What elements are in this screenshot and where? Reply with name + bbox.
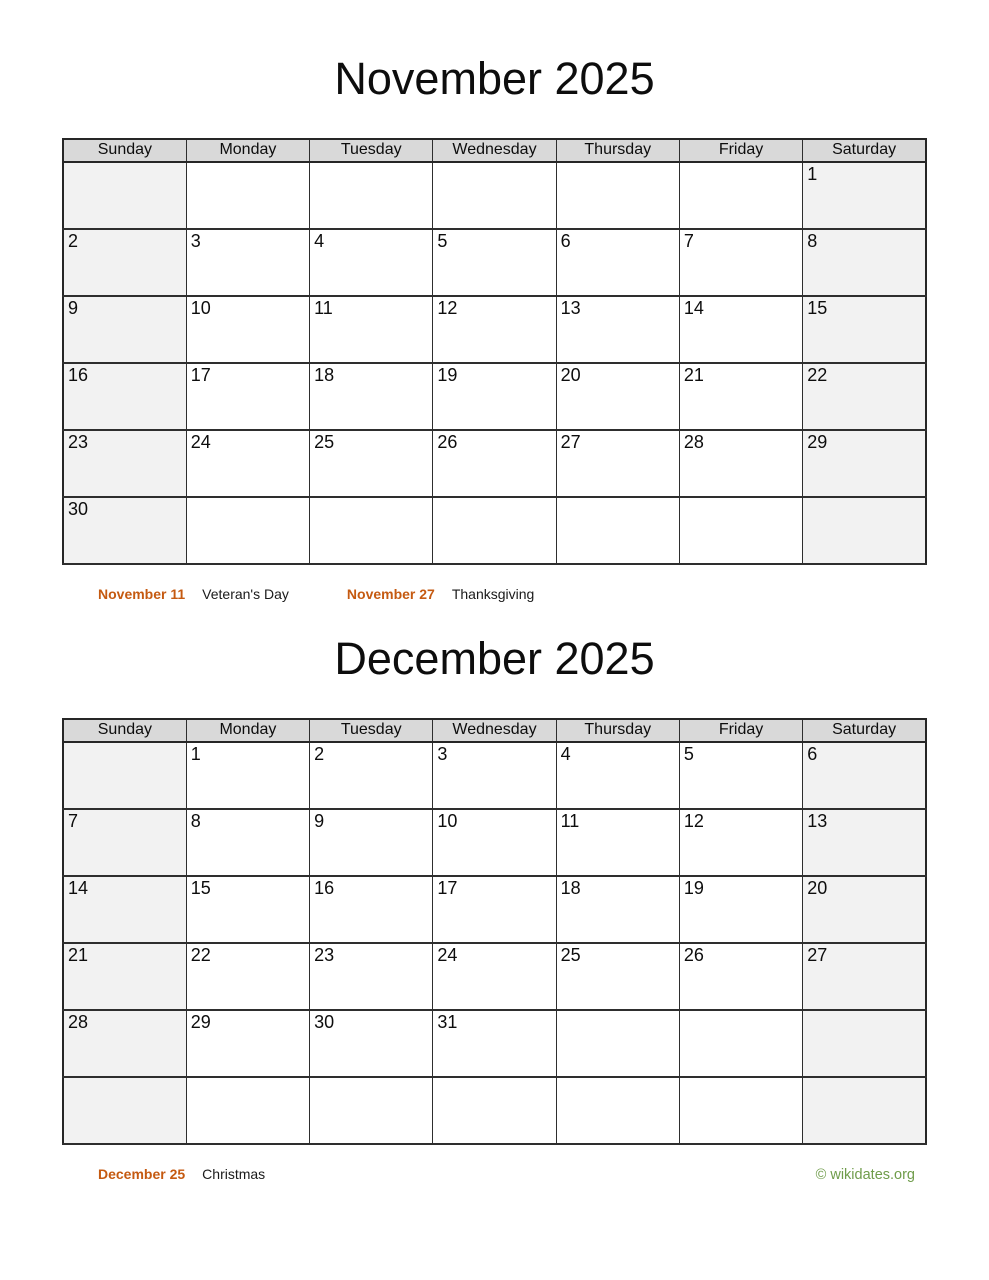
weekday-header-tuesday: Tuesday	[310, 139, 433, 162]
day-cell-27: 27	[803, 943, 926, 1010]
day-cell-16: 16	[63, 363, 186, 430]
day-cell-13: 13	[556, 296, 679, 363]
day-cell-1: 1	[803, 162, 926, 229]
week-row	[63, 1077, 926, 1144]
day-cell-15: 15	[803, 296, 926, 363]
day-cell-empty	[433, 162, 556, 229]
day-cell-11: 11	[310, 296, 433, 363]
day-cell-empty	[433, 1077, 556, 1144]
week-row	[63, 229, 926, 296]
day-cell-empty	[186, 162, 309, 229]
holiday-date: November 11	[98, 586, 186, 603]
holiday-name: Thanksgiving	[451, 586, 535, 603]
day-cell-empty	[556, 1077, 679, 1144]
day-cell-17: 17	[433, 876, 556, 943]
week-row	[63, 876, 926, 943]
day-cell-28: 28	[679, 430, 802, 497]
week-row	[63, 742, 926, 809]
weekday-header-monday: Monday	[186, 719, 309, 742]
day-cell-24: 24	[186, 430, 309, 497]
day-cell-22: 22	[803, 363, 926, 430]
day-cell-empty	[803, 1010, 926, 1077]
holiday-notes	[98, 586, 534, 602]
day-cell-empty	[556, 1010, 679, 1077]
day-cell-29: 29	[803, 430, 926, 497]
month-title: November 2025	[334, 53, 655, 104]
day-cell-14: 14	[679, 296, 802, 363]
day-cell-empty	[310, 497, 433, 564]
day-cell-23: 23	[63, 430, 186, 497]
day-cell-empty	[186, 497, 309, 564]
holiday-name: Christmas	[202, 1166, 266, 1183]
day-cell-empty	[679, 162, 802, 229]
day-cell-18: 18	[310, 363, 433, 430]
day-cell-3: 3	[186, 229, 309, 296]
day-cell-empty	[679, 497, 802, 564]
day-cell-empty	[803, 497, 926, 564]
day-cell-11: 11	[556, 809, 679, 876]
day-cell-8: 8	[803, 229, 926, 296]
month-title: December 2025	[334, 633, 655, 685]
day-cell-13: 13	[803, 809, 926, 876]
day-cell-empty	[556, 497, 679, 564]
weekday-header-sunday: Sunday	[63, 719, 186, 742]
day-cell-24: 24	[433, 943, 556, 1010]
day-cell-22: 22	[186, 943, 309, 1010]
day-cell-21: 21	[679, 363, 802, 430]
day-cell-empty	[803, 1077, 926, 1144]
weekday-header-row	[63, 719, 926, 742]
week-row	[63, 296, 926, 363]
holiday-note	[347, 586, 534, 602]
weekday-header-row	[63, 139, 926, 162]
day-cell-8: 8	[186, 809, 309, 876]
day-cell-19: 19	[433, 363, 556, 430]
footer-row	[62, 1166, 927, 1183]
weekday-header-sunday: Sunday	[63, 139, 186, 162]
day-cell-9: 9	[310, 809, 433, 876]
day-cell-28: 28	[63, 1010, 186, 1077]
day-cell-15: 15	[186, 876, 309, 943]
day-cell-12: 12	[433, 296, 556, 363]
week-row	[63, 943, 926, 1010]
day-cell-10: 10	[186, 296, 309, 363]
day-cell-29: 29	[186, 1010, 309, 1077]
month-december-2025	[0, 632, 989, 1183]
day-cell-20: 20	[803, 876, 926, 943]
calendar-table	[62, 138, 927, 565]
day-cell-empty	[433, 497, 556, 564]
day-cell-12: 12	[679, 809, 802, 876]
holiday-date: November 27	[346, 586, 435, 603]
holiday-date: December 25	[98, 1166, 186, 1183]
day-cell-10: 10	[433, 809, 556, 876]
day-cell-empty	[679, 1010, 802, 1077]
day-cell-6: 6	[803, 742, 926, 809]
weekday-header-friday: Friday	[679, 139, 802, 162]
holiday-notes	[98, 1166, 265, 1182]
day-cell-18: 18	[556, 876, 679, 943]
weekday-header-thursday: Thursday	[556, 719, 679, 742]
day-cell-16: 16	[310, 876, 433, 943]
day-cell-empty	[310, 1077, 433, 1144]
month-november-2025	[0, 52, 989, 602]
day-cell-empty	[63, 1077, 186, 1144]
day-cell-26: 26	[679, 943, 802, 1010]
day-cell-empty	[310, 162, 433, 229]
day-cell-empty	[63, 742, 186, 809]
day-cell-7: 7	[63, 809, 186, 876]
day-cell-19: 19	[679, 876, 802, 943]
holiday-notes-row	[62, 586, 927, 602]
day-cell-9: 9	[63, 296, 186, 363]
weekday-header-wednesday: Wednesday	[433, 719, 556, 742]
holiday-note	[98, 1166, 265, 1182]
week-row	[63, 809, 926, 876]
day-cell-5: 5	[679, 742, 802, 809]
weekday-header-wednesday: Wednesday	[433, 139, 556, 162]
day-cell-30: 30	[310, 1010, 433, 1077]
calendar-table	[62, 718, 927, 1145]
week-row	[63, 363, 926, 430]
week-row	[63, 430, 926, 497]
day-cell-2: 2	[63, 229, 186, 296]
week-row	[63, 497, 926, 564]
week-row	[63, 162, 926, 229]
day-cell-14: 14	[63, 876, 186, 943]
day-cell-17: 17	[186, 363, 309, 430]
day-cell-30: 30	[63, 497, 186, 564]
day-cell-20: 20	[556, 363, 679, 430]
day-cell-empty	[556, 162, 679, 229]
day-cell-25: 25	[310, 430, 433, 497]
weekday-header-friday: Friday	[679, 719, 802, 742]
calendar-body	[63, 742, 926, 1144]
day-cell-4: 4	[556, 742, 679, 809]
holiday-name: Veteran's Day	[202, 586, 289, 603]
day-cell-6: 6	[556, 229, 679, 296]
day-cell-27: 27	[556, 430, 679, 497]
day-cell-31: 31	[433, 1010, 556, 1077]
day-cell-25: 25	[556, 943, 679, 1010]
week-row	[63, 1010, 926, 1077]
holiday-note	[98, 586, 289, 602]
day-cell-7: 7	[679, 229, 802, 296]
calendar-body	[63, 162, 926, 564]
weekday-header-monday: Monday	[186, 139, 309, 162]
day-cell-4: 4	[310, 229, 433, 296]
site-credit-link[interactable]: © wikidates.org	[815, 1167, 915, 1184]
day-cell-5: 5	[433, 229, 556, 296]
day-cell-23: 23	[310, 943, 433, 1010]
weekday-header-thursday: Thursday	[556, 139, 679, 162]
weekday-header-saturday: Saturday	[803, 139, 926, 162]
day-cell-empty	[186, 1077, 309, 1144]
day-cell-empty	[679, 1077, 802, 1144]
day-cell-1: 1	[186, 742, 309, 809]
day-cell-21: 21	[63, 943, 186, 1010]
day-cell-empty	[63, 162, 186, 229]
day-cell-26: 26	[433, 430, 556, 497]
weekday-header-tuesday: Tuesday	[310, 719, 433, 742]
day-cell-2: 2	[310, 742, 433, 809]
day-cell-3: 3	[433, 742, 556, 809]
weekday-header-saturday: Saturday	[803, 719, 926, 742]
